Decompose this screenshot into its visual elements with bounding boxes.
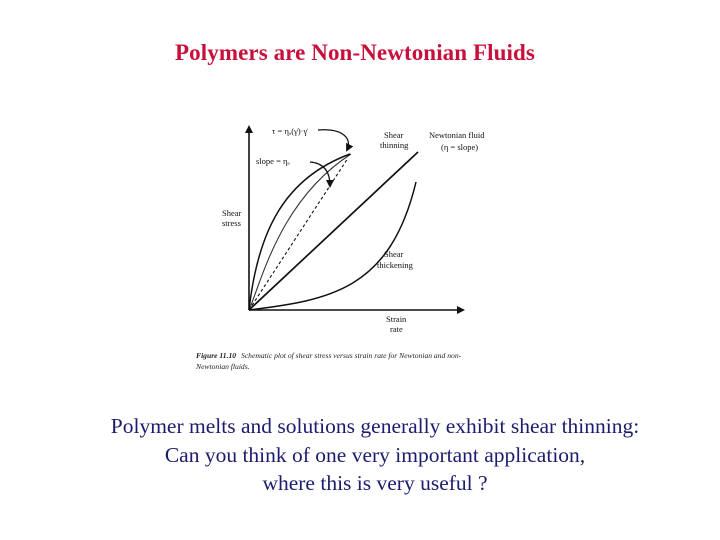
shear-thinning-label-line2: thinning (380, 140, 409, 150)
slope-label: slope = ηₐ (256, 156, 290, 166)
shear-thickening-label-line2: thickening (377, 260, 413, 270)
body-line-1: Polymer melts and solutions generally exhibit shear thinning: (110, 414, 640, 438)
body-text (40, 412, 710, 498)
shear-thinning-label-line1: Shear (384, 130, 404, 140)
slide-title: Polymers are Non-Newtonian Fluids (174, 40, 535, 65)
body-line-2: Can you think of one very important application, (164, 442, 586, 467)
newtonian-label-line1: Newtonian fluid (429, 130, 485, 140)
figure-caption-text: Schematic plot of shear stress versus strain rate for Newtonian and non- (241, 351, 462, 360)
newtonian-line (249, 152, 418, 310)
y-axis-label-line2: stress (222, 218, 241, 228)
figure-caption-number: Figure 11.10 (196, 351, 237, 360)
equation-label: τ = ηₐ(γ̇)·γ̇ (272, 126, 308, 136)
shear-thickening-label-line1: Shear (384, 249, 404, 259)
equation-pointer-arrow (318, 130, 348, 150)
figure-caption-line1 (196, 351, 462, 360)
newtonian-label-line2: (η = slope) (441, 142, 479, 152)
x-axis-label-line2: rate (390, 324, 403, 334)
figure-caption-line2: Newtonian fluids. (196, 362, 250, 371)
body-line-3: where this is very useful ? (262, 471, 488, 495)
secant-slope-line (249, 158, 348, 310)
y-axis-label-line1: Shear (222, 208, 242, 218)
x-axis-label-line1: Strain (386, 314, 407, 324)
